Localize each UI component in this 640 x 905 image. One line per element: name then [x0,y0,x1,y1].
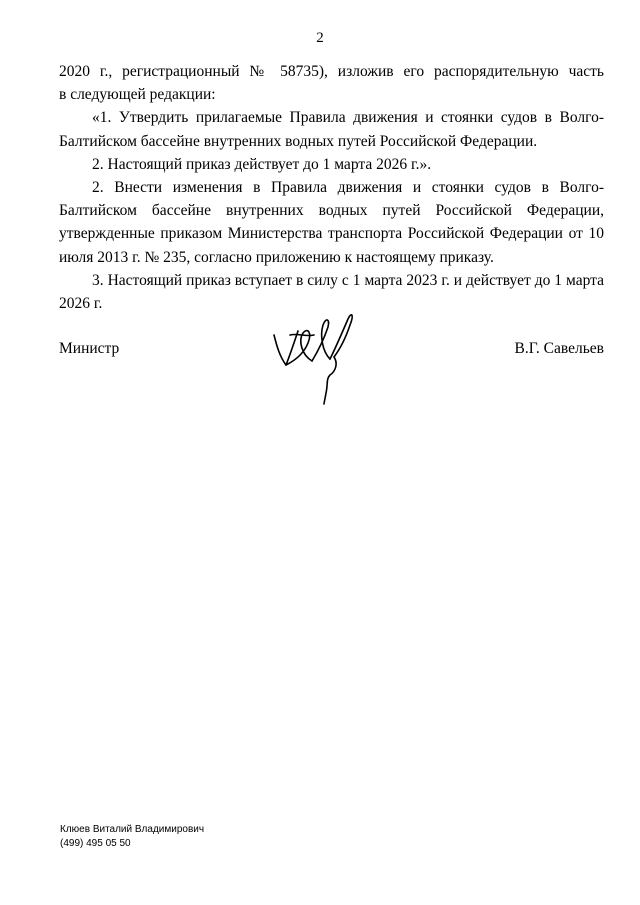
document-body [59,60,604,315]
signer-title: Министр [59,340,120,357]
paragraph-item-3: 3. Настоящий приказ вступает в силу с 1 марта 2023 г. и действует до 1 марта 2026 г. [59,271,604,313]
paragraph-item-2: 2. Внести изменения в Правила движения и стоянки судов в Волго-Балтийском бассейне внутренних водных путей Российской Федерации, утвержденные приказом Министерства транспорта Российской Федерации от 10 июля 2013 г. № 235, согласно приложению к настоящему приказу. [59,179,604,266]
paragraph-continuation-end: в следующей редакции: [59,86,216,104]
signer-name: В.Г. Савельев [514,340,604,357]
page-number: 2 [316,30,324,46]
handwritten-signature [268,305,363,405]
paragraph-quoted-item-2: 2. Настоящий приказ действует до 1 марта 2026 г.». [92,155,432,173]
paragraph-continuation: 2020 г., регистрационный № 58735), изложив его распорядительную часть [59,63,604,80]
executor-info [60,823,204,851]
paragraph-quoted-item-1: «1. Утвердить прилагаемые Правила движения и стоянки судов в Волго-Балтийском бассейне внутренних водных путей Российской Федерации. [59,109,604,150]
executor-phone: (499) 495 05 50 [60,838,131,849]
executor-name: Клюев Виталий Владимирович [60,824,205,835]
